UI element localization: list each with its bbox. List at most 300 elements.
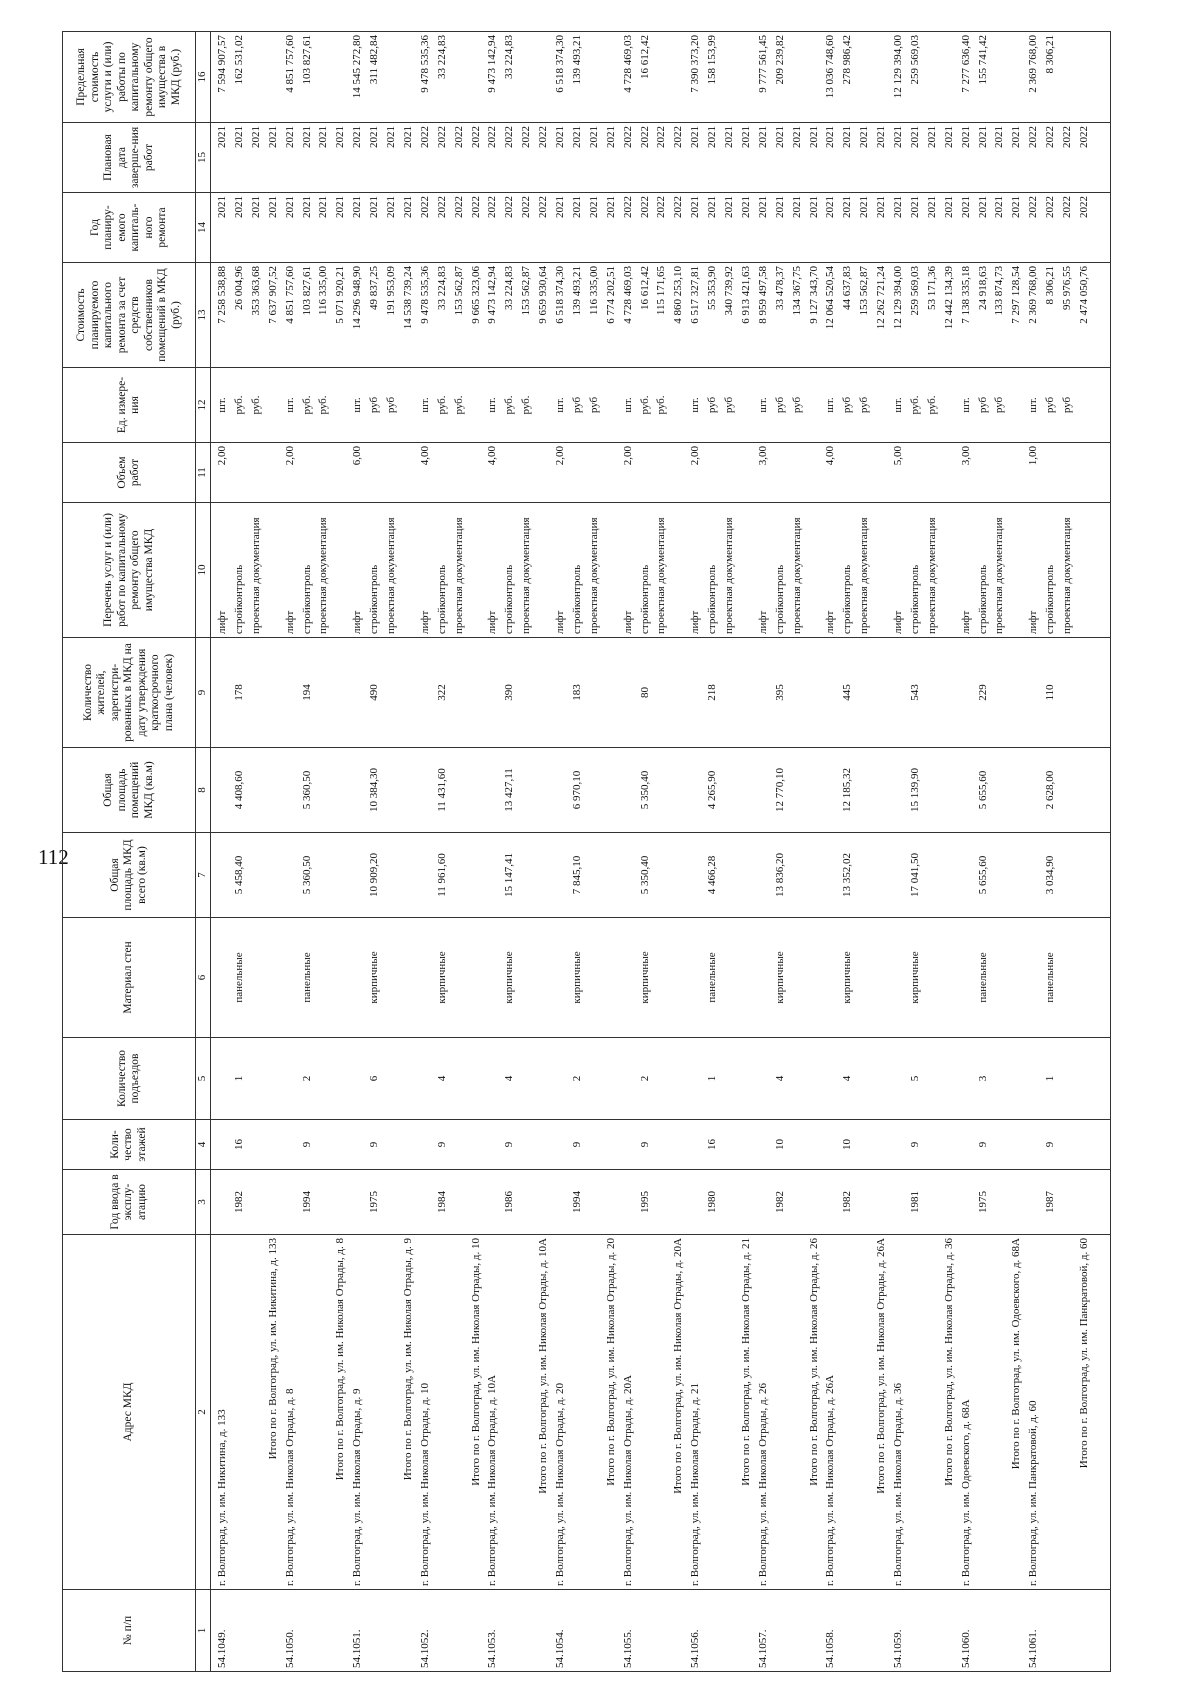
total-cost: 12 262 721,24 xyxy=(875,266,888,330)
end-year: 2022 xyxy=(638,126,651,148)
wall-material-value: панельные xyxy=(232,952,245,1003)
end-year: 2022 xyxy=(435,126,448,148)
header-entrances: Количество подъездов xyxy=(63,1038,196,1120)
plan-year: 2022 xyxy=(1061,196,1073,218)
work-unit: руб. xyxy=(452,395,465,415)
header-row xyxy=(63,32,196,1672)
total-area-value: 5 360,50 xyxy=(300,855,313,895)
column-number: 9 xyxy=(196,638,211,748)
rooms-area-value: 10 384,30 xyxy=(368,768,381,812)
wall-material-value: кирпичные xyxy=(368,951,381,1004)
work-unit: шт. xyxy=(554,397,566,413)
work-unit: руб xyxy=(587,396,600,414)
wall-material-value: кирпичные xyxy=(638,951,651,1004)
column-number: 8 xyxy=(196,748,211,833)
total-plan-year: 2021 xyxy=(1010,196,1023,218)
limit-cost: 6 518 374,30 xyxy=(554,35,566,93)
column-number: 1 xyxy=(196,1590,211,1672)
work-cost: 103 827,61 xyxy=(300,266,313,316)
residents-value: 194 xyxy=(300,684,313,701)
address-text: г. Волгоград, ул. им. Панкратовой, д. 60 xyxy=(1027,1400,1040,1586)
work-name: проектная документация xyxy=(993,517,1006,634)
limit-cost: 4 851 757,60 xyxy=(283,35,296,93)
work-unit: руб xyxy=(858,396,871,414)
year-built-value: 1975 xyxy=(368,1191,381,1213)
work-cost: 259 569,03 xyxy=(908,266,921,316)
address-text: г. Волгоград, ул. им. Одоевского, д. 68А xyxy=(959,1399,972,1586)
work-cost: 95 976,55 xyxy=(1061,266,1073,310)
work-volume: 4,00 xyxy=(824,446,837,466)
year-built-value: 1982 xyxy=(232,1191,245,1213)
work-unit: шт. xyxy=(351,397,364,413)
work-unit: руб. xyxy=(520,395,533,415)
row-number: 54.1061. xyxy=(1027,1629,1040,1668)
plan-year: 2021 xyxy=(554,196,566,218)
row-number: 54.1053. xyxy=(486,1629,499,1668)
work-cost: 116 335,00 xyxy=(587,266,600,316)
col-area-rooms-cell xyxy=(215,751,1095,829)
limit-cost: 2 369 768,00 xyxy=(1027,35,1040,93)
total-cost: 9 659 930,64 xyxy=(537,266,550,324)
limit-cost: 9 473 142,94 xyxy=(486,35,499,93)
work-name: лифт xyxy=(959,610,972,634)
plan-year: 2021 xyxy=(908,196,921,218)
entrances-value: 2 xyxy=(570,1075,583,1082)
total-cost: 9 127 343,70 xyxy=(807,266,820,324)
end-year: 2021 xyxy=(824,126,837,148)
header-residents: Количество жителей, зарегистри-рованных в МКД на дату утверждения краткосрочного плана (человек) xyxy=(63,638,196,748)
entrances-value: 6 xyxy=(368,1075,381,1082)
residents-value: 395 xyxy=(773,684,786,701)
column-number: 14 xyxy=(196,193,211,263)
total-end-year: 2021 xyxy=(942,126,955,148)
residents-value: 543 xyxy=(908,684,921,701)
floors-value: 9 xyxy=(570,1141,583,1148)
end-year: 2021 xyxy=(689,126,702,148)
work-volume: 3,00 xyxy=(959,446,972,466)
floors-value: 9 xyxy=(638,1141,651,1148)
work-name: проектная документация xyxy=(723,517,735,634)
work-name: стройконтроль xyxy=(435,564,448,634)
floors-value: 9 xyxy=(976,1141,989,1148)
residents-value: 322 xyxy=(435,684,448,701)
end-year: 2022 xyxy=(1027,126,1040,148)
row-number: 54.1051. xyxy=(351,1629,364,1668)
work-volume: 6,00 xyxy=(351,446,364,466)
work-cost: 12 129 394,00 xyxy=(892,266,904,330)
work-name: лифт xyxy=(621,610,634,634)
address-text: г. Волгоград, ул. им. Никитина, д. 133 xyxy=(216,1409,228,1586)
work-name: лифт xyxy=(283,610,296,634)
total-area-value: 5 655,60 xyxy=(976,855,989,895)
total-area-value: 7 845,10 xyxy=(570,855,583,895)
address-text: г. Волгоград, ул. им. Николая Отрады, д. 36 xyxy=(892,1382,904,1586)
work-unit: шт. xyxy=(959,397,972,413)
header-limit-cost: Предельная стоимость услуги и (или) работы по капитальному ремонту общего имущества в МКД (руб.) xyxy=(63,32,196,123)
work-name: проектная документация xyxy=(452,517,465,634)
work-name: стройконтроль xyxy=(976,564,989,634)
year-built-value: 1982 xyxy=(773,1191,786,1213)
work-cost: 14 296 948,90 xyxy=(351,266,364,330)
end-year: 2021 xyxy=(570,126,583,148)
address-text: г. Волгоград, ул. им. Николая Отрады, д. 10А xyxy=(486,1375,499,1586)
total-label: Итого по г. Волгоград, ул. им. Николая Отрады, д. 26А xyxy=(875,1238,888,1494)
plan-year: 2021 xyxy=(892,196,904,218)
total-area-value: 15 147,41 xyxy=(503,853,516,897)
plan-year: 2021 xyxy=(351,196,364,218)
header-wall-material: Материал стен xyxy=(63,918,196,1038)
work-cost: 153 562,87 xyxy=(452,266,465,316)
limit-cost: 7 277 636,40 xyxy=(959,35,972,93)
end-year: 2021 xyxy=(385,126,397,148)
col-entrances-cell xyxy=(215,1041,1095,1116)
total-end-year: 2021 xyxy=(875,126,888,148)
residents-value: 80 xyxy=(638,687,651,698)
end-year: 2022 xyxy=(1044,126,1057,148)
total-area-value: 10 909,20 xyxy=(368,853,381,897)
work-name: лифт xyxy=(1027,610,1040,634)
column-number: 16 xyxy=(196,32,211,123)
year-built-value: 1975 xyxy=(976,1191,989,1213)
work-name: лифт xyxy=(486,610,499,634)
total-end-year: 2021 xyxy=(739,126,752,148)
plan-year: 2022 xyxy=(655,196,668,218)
year-built-value: 1981 xyxy=(908,1191,921,1213)
entrances-value: 4 xyxy=(503,1075,516,1082)
column-number-row xyxy=(196,32,211,1672)
end-year: 2022 xyxy=(621,126,634,148)
limit-cost: 278 986,42 xyxy=(841,35,854,85)
plan-year: 2022 xyxy=(621,196,634,218)
total-label: Итого по г. Волгоград, ул. им. Николая Отрады, д. 20 xyxy=(604,1238,617,1486)
address-text: г. Волгоград, ул. им. Николая Отрады, д. 20А xyxy=(621,1375,634,1586)
work-name: лифт xyxy=(351,610,364,634)
limit-cost: 103 827,61 xyxy=(300,35,313,85)
page-number: 112 xyxy=(38,845,69,869)
limit-cost: 259 569,03 xyxy=(908,35,921,85)
end-year: 2021 xyxy=(773,126,786,148)
end-year: 2022 xyxy=(486,126,499,148)
end-year: 2021 xyxy=(892,126,904,148)
address-text: г. Волгоград, ул. им. Николая Отрады, д. 10 xyxy=(418,1382,431,1586)
row-number: 54.1054. xyxy=(554,1629,566,1668)
end-year: 2021 xyxy=(368,126,381,148)
wall-material-value: панельные xyxy=(300,952,313,1003)
work-unit: руб xyxy=(385,396,397,414)
plan-year: 2021 xyxy=(858,196,871,218)
work-unit: руб. xyxy=(908,395,921,415)
plan-year: 2021 xyxy=(756,196,769,218)
work-cost: 33 224,83 xyxy=(435,266,448,310)
work-cost: 340 739,92 xyxy=(723,266,735,316)
work-unit: шт. xyxy=(1027,397,1040,413)
column-number: 6 xyxy=(196,918,211,1038)
total-area-value: 5 458,40 xyxy=(232,855,245,895)
end-year: 2021 xyxy=(300,126,313,148)
total-plan-year: 2021 xyxy=(604,196,617,218)
plan-year: 2021 xyxy=(723,196,735,218)
work-name: проектная документация xyxy=(790,517,803,634)
work-volume: 2,00 xyxy=(621,446,634,466)
rooms-area-value: 12 770,10 xyxy=(773,768,786,812)
work-name: стройконтроль xyxy=(503,564,516,634)
header-volume: Объем работ xyxy=(63,443,196,503)
end-year: 2021 xyxy=(976,126,989,148)
total-plan-year: 2021 xyxy=(266,196,279,218)
work-name: стройконтроль xyxy=(706,564,719,634)
work-cost: 9 473 142,94 xyxy=(486,266,499,324)
floors-value: 16 xyxy=(706,1139,719,1150)
work-unit: руб xyxy=(993,396,1006,414)
header-number: № п/п xyxy=(63,1590,196,1672)
total-area-value: 3 034,90 xyxy=(1044,855,1057,895)
entrances-value: 2 xyxy=(638,1075,651,1082)
residents-value: 445 xyxy=(841,684,854,701)
work-name: стройконтроль xyxy=(908,564,921,634)
row-number: 54.1060. xyxy=(959,1629,972,1668)
end-year: 2021 xyxy=(723,126,735,148)
total-plan-year: 2022 xyxy=(537,196,550,218)
work-cost: 153 562,87 xyxy=(858,266,871,316)
col-works-cell xyxy=(215,506,1095,634)
floors-value: 9 xyxy=(908,1141,921,1148)
total-label: Итого по г. Волгоград, ул. им. Николая Отрады, д. 10 xyxy=(469,1238,482,1486)
plan-year: 2022 xyxy=(435,196,448,218)
entrances-value: 3 xyxy=(976,1075,989,1082)
work-cost: 8 959 497,58 xyxy=(756,266,769,324)
row-number: 54.1055. xyxy=(621,1629,634,1668)
total-end-year: 2021 xyxy=(266,126,279,148)
work-name: проектная документация xyxy=(385,517,397,634)
floors-value: 9 xyxy=(368,1141,381,1148)
row-number: 54.1052. xyxy=(418,1629,431,1668)
year-built-value: 1984 xyxy=(435,1191,448,1213)
total-label: Итого по г. Волгоград, ул. им. Николая Отрады, д. 21 xyxy=(739,1238,752,1486)
work-unit: руб xyxy=(1061,396,1073,414)
total-cost: 12 442 134,39 xyxy=(942,266,955,330)
end-year: 2021 xyxy=(317,126,330,148)
year-built-value: 1995 xyxy=(638,1191,651,1213)
end-year: 2021 xyxy=(232,126,245,148)
entrances-value: 1 xyxy=(706,1075,719,1082)
plan-year: 2021 xyxy=(232,196,245,218)
work-unit: шт. xyxy=(486,397,499,413)
col-area-total-cell xyxy=(215,836,1095,914)
total-label: Итого по г. Волгоград, ул. им. Никитина, д. 133 xyxy=(266,1238,279,1460)
work-name: лифт xyxy=(418,610,431,634)
work-cost: 8 306,21 xyxy=(1044,266,1057,305)
total-plan-year: 2021 xyxy=(334,196,347,218)
plan-year: 2022 xyxy=(486,196,499,218)
entrances-value: 1 xyxy=(1044,1075,1057,1082)
wall-material-value: кирпичные xyxy=(503,951,516,1004)
end-year: 2021 xyxy=(790,126,803,148)
address-text: г. Волгоград, ул. им. Николая Отрады, д. 20 xyxy=(554,1382,566,1586)
work-cost: 153 562,87 xyxy=(520,266,533,316)
work-cost: 2 369 768,00 xyxy=(1027,266,1040,324)
header-cost: Стоимость планируемого капитального ремонта за счет средств собственников помещений в МКД (руб.) xyxy=(63,263,196,368)
work-unit: руб. xyxy=(655,395,668,415)
residents-value: 110 xyxy=(1044,684,1057,701)
work-cost: 33 478,37 xyxy=(773,266,786,310)
work-unit: руб xyxy=(368,396,381,414)
limit-cost: 155 741,42 xyxy=(976,35,989,85)
total-label: Итого по г. Волгоград, ул. им. Панкратовой, д. 60 xyxy=(1077,1238,1090,1469)
header-total-area: Общая площадь МКД всего (кв.м) xyxy=(63,833,196,918)
work-cost: 139 493,21 xyxy=(570,266,583,316)
rotated-table-container xyxy=(62,32,1132,1672)
work-unit: руб. xyxy=(925,395,938,415)
rooms-area-value: 2 628,00 xyxy=(1044,770,1057,810)
plan-year: 2021 xyxy=(959,196,972,218)
total-end-year: 2022 xyxy=(1077,126,1090,148)
work-cost: 53 171,36 xyxy=(925,266,938,310)
column-number: 15 xyxy=(196,123,211,193)
rooms-area-value: 13 427,11 xyxy=(503,768,516,812)
plan-year: 2021 xyxy=(993,196,1006,218)
limit-cost: 7 594 907,57 xyxy=(216,35,228,93)
column-number: 4 xyxy=(196,1120,211,1170)
work-name: стройконтроль xyxy=(638,564,651,634)
plan-year: 2021 xyxy=(925,196,938,218)
work-name: лифт xyxy=(756,610,769,634)
end-year: 2021 xyxy=(841,126,854,148)
work-unit: руб xyxy=(706,396,719,414)
work-name: стройконтроль xyxy=(368,564,381,634)
table-body-row xyxy=(211,32,1111,1672)
total-end-year: 2022 xyxy=(537,126,550,148)
floors-value: 9 xyxy=(503,1141,516,1148)
plan-year: 2022 xyxy=(418,196,431,218)
limit-cost: 14 545 272,80 xyxy=(351,35,364,99)
column-number: 3 xyxy=(196,1170,211,1235)
work-cost: 116 335,00 xyxy=(317,266,330,316)
work-unit: руб. xyxy=(435,395,448,415)
total-label: Итого по г. Волгоград, ул. им. Николая Отрады, д. 20А xyxy=(672,1238,685,1494)
col-unit-cell xyxy=(215,371,1095,439)
total-area-value: 5 350,40 xyxy=(638,855,651,895)
work-cost: 16 612,42 xyxy=(638,266,651,310)
total-plan-year: 2021 xyxy=(401,196,414,218)
rooms-area-value: 15 139,90 xyxy=(908,768,921,812)
work-unit: руб xyxy=(570,396,583,414)
work-unit: шт. xyxy=(892,397,904,413)
header-works: Перечень услуг и (или) работ по капитальному ремонту общего имущества МКД xyxy=(63,503,196,638)
total-area-value: 11 961,60 xyxy=(435,853,448,897)
end-year: 2022 xyxy=(503,126,516,148)
work-volume: 1,00 xyxy=(1027,446,1040,466)
total-end-year: 2021 xyxy=(807,126,820,148)
total-end-year: 2021 xyxy=(604,126,617,148)
column-number: 12 xyxy=(196,368,211,443)
end-year: 2021 xyxy=(249,126,262,148)
col-walls-cell xyxy=(215,921,1095,1034)
limit-cost: 9 478 535,36 xyxy=(418,35,431,93)
work-name: стройконтроль xyxy=(300,564,313,634)
end-year: 2021 xyxy=(554,126,566,148)
work-unit: руб xyxy=(790,396,803,414)
limit-cost: 33 224,83 xyxy=(503,35,516,79)
work-unit: руб xyxy=(1044,396,1057,414)
year-built-value: 1994 xyxy=(570,1191,583,1213)
work-name: стройконтроль xyxy=(1044,564,1057,634)
work-cost: 26 004,96 xyxy=(232,266,245,310)
floors-value: 9 xyxy=(435,1141,448,1148)
work-cost: 4 728 469,03 xyxy=(621,266,634,324)
work-volume: 2,00 xyxy=(689,446,702,466)
address-text: г. Волгоград, ул. им. Николая Отрады, д. 9 xyxy=(351,1388,364,1586)
work-unit: руб xyxy=(841,396,854,414)
plan-year: 2022 xyxy=(638,196,651,218)
work-name: стройконтроль xyxy=(773,564,786,634)
header-address: Адрес МКД xyxy=(63,1235,196,1590)
total-cost: 4 860 253,10 xyxy=(672,266,685,324)
rooms-area-value: 4 265,90 xyxy=(706,770,719,810)
total-end-year: 2021 xyxy=(334,126,347,148)
work-name: проектная документация xyxy=(587,517,600,634)
entrances-value: 1 xyxy=(232,1075,245,1082)
work-name: проектная документация xyxy=(317,517,330,634)
wall-material-value: кирпичные xyxy=(435,951,448,1004)
work-name: стройконтроль xyxy=(841,564,854,634)
total-plan-year: 2021 xyxy=(942,196,955,218)
total-plan-year: 2021 xyxy=(875,196,888,218)
capital-repair-table xyxy=(62,31,1111,1672)
total-plan-year: 2021 xyxy=(739,196,752,218)
entrances-value: 2 xyxy=(300,1075,313,1082)
total-cost: 9 665 323,06 xyxy=(469,266,482,324)
col-plan-year-cell xyxy=(215,196,1095,259)
plan-year: 2021 xyxy=(587,196,600,218)
total-cost: 14 538 739,24 xyxy=(401,266,414,330)
work-cost: 133 874,73 xyxy=(993,266,1006,316)
work-volume: 4,00 xyxy=(486,446,499,466)
work-unit: шт. xyxy=(216,397,228,413)
end-year: 2021 xyxy=(908,126,921,148)
work-cost: 44 637,83 xyxy=(841,266,854,310)
entrances-value: 4 xyxy=(841,1075,854,1082)
work-unit: шт. xyxy=(621,397,634,413)
end-year: 2021 xyxy=(216,126,228,148)
work-name: проектная документация xyxy=(249,517,262,634)
work-unit: руб. xyxy=(638,395,651,415)
wall-material-value: панельные xyxy=(1044,952,1057,1003)
column-number: 5 xyxy=(196,1038,211,1120)
wall-material-value: кирпичные xyxy=(570,951,583,1004)
work-volume: 2,00 xyxy=(216,446,228,466)
limit-cost: 162 531,02 xyxy=(232,35,245,85)
end-year: 2022 xyxy=(520,126,533,148)
work-cost: 115 171,65 xyxy=(655,266,668,316)
plan-year: 2021 xyxy=(368,196,381,218)
total-label: Итого по г. Волгоград, ул. им. Николая Отрады, д. 8 xyxy=(334,1238,347,1481)
work-name: проектная документация xyxy=(925,517,938,634)
entrances-value: 5 xyxy=(908,1075,921,1082)
work-cost: 7 258 538,88 xyxy=(216,266,228,324)
rooms-area-value: 11 431,60 xyxy=(435,768,448,812)
limit-cost: 7 390 373,20 xyxy=(689,35,702,93)
work-name: стройконтроль xyxy=(570,564,583,634)
total-plan-year: 2022 xyxy=(469,196,482,218)
plan-year: 2021 xyxy=(976,196,989,218)
col-limit-cell xyxy=(215,35,1095,119)
work-cost: 6 517 327,81 xyxy=(689,266,702,324)
work-cost: 191 953,09 xyxy=(385,266,397,316)
col-address-cell xyxy=(215,1238,1095,1586)
wall-material-value: кирпичные xyxy=(773,951,786,1004)
floors-value: 10 xyxy=(773,1139,786,1150)
work-name: лифт xyxy=(824,610,837,634)
